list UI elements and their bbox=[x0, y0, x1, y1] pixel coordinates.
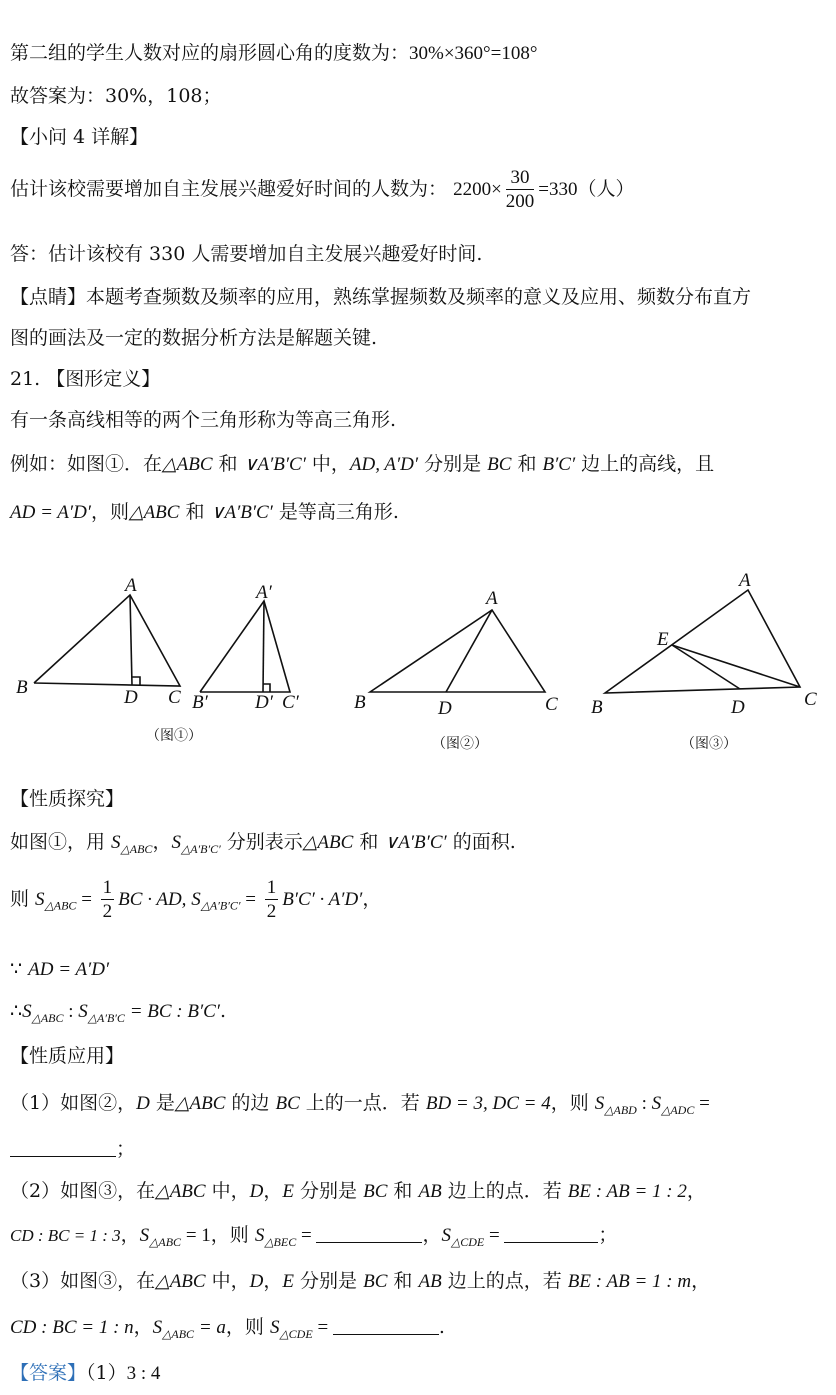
text-line: 图的画法及一定的数据分析方法是解题关键. bbox=[10, 327, 378, 349]
text-line: 如图①，用 $S_{\triangle ABC}$，$S_{\triangle A'B'C'}$ 分别表示△ABC 和 ∨A′B′C′ 的面积. bbox=[10, 831, 516, 856]
answer-blank[interactable] bbox=[316, 1228, 422, 1243]
question-line: （3）如图③，在△ABC 中，D，E 分别是 BC 和 AB 边上的点，若 BE : AB = 1 : m， bbox=[10, 1270, 711, 1292]
text-line: 有一条高线相等的两个三角形称为等高三角形. bbox=[10, 409, 397, 431]
label-B-prime: B′ bbox=[192, 692, 208, 713]
question-line: （2）如图③，在△ABC 中，D，E 分别是 BC 和 AB 边上的点．若 BE : AB = 1 : 2， bbox=[10, 1180, 706, 1202]
fraction: $\frac{30}{200}$ bbox=[505, 167, 535, 212]
section-heading: 【性质探究】 bbox=[10, 788, 125, 810]
label-B: B bbox=[354, 692, 366, 713]
figure-caption: （图①） bbox=[146, 729, 202, 744]
answer-blank[interactable] bbox=[10, 1142, 116, 1157]
label-C: C bbox=[804, 689, 817, 710]
question-line: （1）如图②，D 是△ABC 的边 BC 上的一点．若 BD = 3, DC = 4，则 $S_{\triangle ABD}$ : $S_{\triangle ADC}$ = bbox=[10, 1092, 710, 1117]
label-B: B bbox=[591, 697, 603, 718]
label-A: A bbox=[739, 570, 751, 591]
label-A-prime: A′ bbox=[256, 582, 272, 603]
text-line: 第二组的学生人数对应的扇形圆心角的度数为：30%×360°=108° bbox=[10, 42, 538, 64]
text-line: 故答案为：30%，108； bbox=[10, 85, 222, 107]
label-D: D bbox=[731, 697, 745, 718]
text-line: 答：估计该校有 330 人需要增加自主发展兴趣爱好时间. bbox=[10, 243, 483, 265]
answer-label: 【答案】 bbox=[10, 1362, 87, 1384]
label-D: D bbox=[438, 698, 452, 719]
figure-caption: （图②） bbox=[432, 737, 488, 752]
section-heading: 【性质应用】 bbox=[10, 1045, 125, 1067]
label-D-prime: D′ bbox=[255, 692, 273, 713]
label-E: E bbox=[657, 629, 669, 650]
label-B: B bbox=[16, 677, 28, 698]
question-line: CD : BC = 1 : n，$S_{\triangle ABC} = a$，则 $S_{\triangle CDE}$ = . bbox=[10, 1316, 445, 1341]
text-line: 例如：如图①．在△ABC 和 ∨A′B′C′ 中，AD, A′D′ 分别是 BC 和 B′C′ 边上的高线，且 bbox=[10, 453, 715, 475]
figure-caption: （图③） bbox=[681, 737, 737, 752]
answer-line: 【答案】（1）3 : 4 bbox=[10, 1362, 161, 1384]
answer-blank-line: ； bbox=[10, 1140, 135, 1159]
fraction: $\frac{1}{2}$ bbox=[102, 877, 113, 922]
label-A: A bbox=[125, 575, 137, 596]
label-C-prime: C′ bbox=[282, 692, 299, 713]
figure-3 bbox=[585, 565, 825, 760]
label-C: C bbox=[168, 687, 181, 708]
text-line: 【点睛】本题考查频数及频率的应用，熟练掌握频数及频率的意义及应用、频数分布直方 bbox=[10, 286, 752, 308]
formula-line: 估计该校需要增加自主发展兴趣爱好时间的人数为： 2200× $\frac{30}{200}$ =330（人） bbox=[10, 167, 635, 212]
answer-blank[interactable] bbox=[333, 1320, 439, 1335]
fraction: $\frac{1}{2}$ bbox=[266, 877, 277, 922]
label-D: D bbox=[124, 687, 138, 708]
label-A: A bbox=[486, 588, 498, 609]
formula-line: ∵ AD = A′D′ bbox=[10, 958, 110, 980]
question-heading: 21. 【图形定义】 bbox=[10, 368, 161, 390]
figure-1 bbox=[10, 575, 330, 755]
text-line: AD = A′D′，则△ABC 和 ∨A′B′C′ 是等高三角形. bbox=[10, 501, 399, 523]
figure-2 bbox=[340, 580, 580, 760]
formula-line: 则 $S_{\triangle ABC}$ = $\frac{1}{2}$ BC · AD, $S_{\triangle A'B'C'}$ = $\frac{1}{2}$ B′C′ · A′D′， bbox=[10, 877, 382, 922]
label-C: C bbox=[545, 694, 558, 715]
question-line: CD : BC = 1 : 3，$S_{\triangle ABC} = 1$，则 $S_{\triangle BEC}$ = ，$S_{\triangle CDE}$ = ； bbox=[10, 1224, 618, 1249]
section-heading: 【小问 4 详解】 bbox=[10, 126, 149, 148]
formula-line: $\therefore S_{\triangle ABC}$ : $S_{\triangle A'B'C}$ = BC : B′C′. bbox=[10, 1000, 227, 1025]
answer-blank[interactable] bbox=[504, 1228, 598, 1243]
